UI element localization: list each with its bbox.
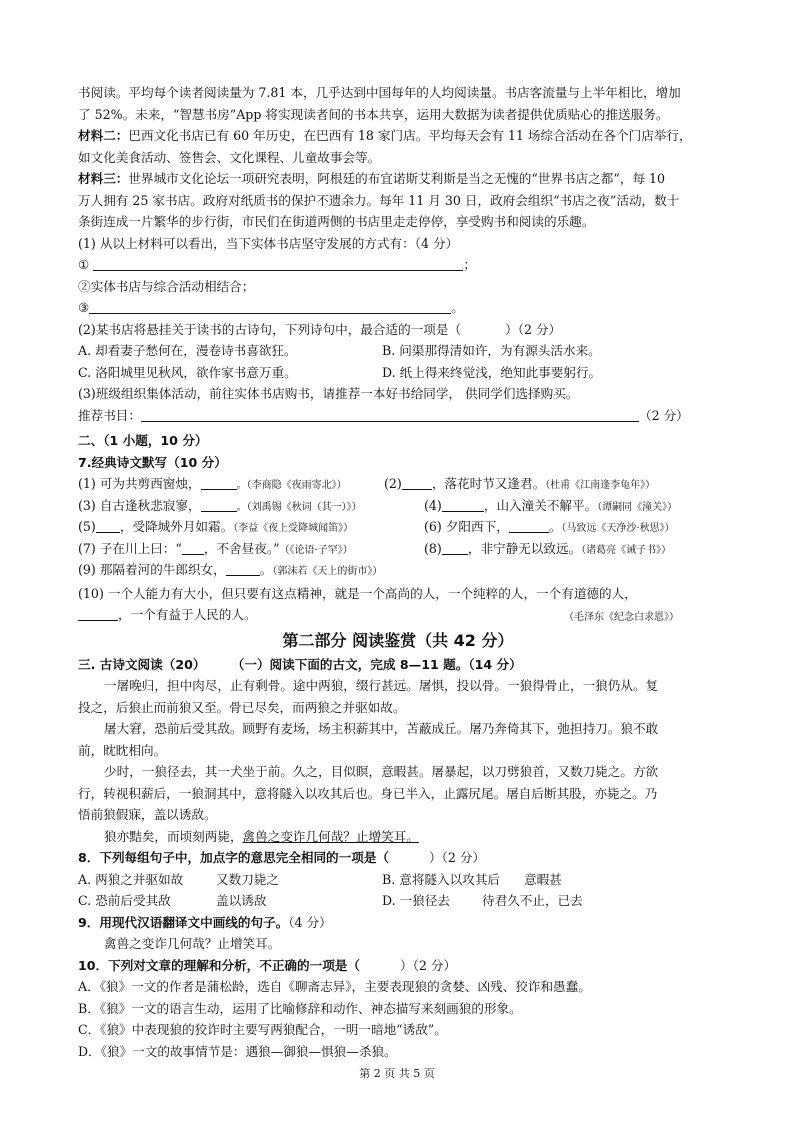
q1-answer-2: ②实体书店与综合活动相结合； (78, 278, 255, 294)
passage-line-5: 少时，一狼径去，其一犬坐于前。久之，目似瞑，意暇甚。屠暴起，以刀劈狼首，又数刀毙之。方欲 (104, 764, 659, 779)
part-2-title: 第二部分 阅读鉴赏（共 42 分） (282, 630, 514, 650)
q7-blank-3[interactable] (201, 497, 237, 512)
intro-line-2: 了 52%。未来，“智慧书房”App 将实现读者间的书本共享，运用大数据为读者提供优质贴心的推送服务。 (78, 106, 669, 122)
q7-item-2 (384, 473, 655, 497)
q7-blank-4[interactable] (442, 497, 484, 512)
q8-option-b-1: B. 意将隧入以攻其后 (382, 871, 501, 887)
q2-score: ）（2 分） (505, 321, 562, 337)
q1-answer-3-blank[interactable] (89, 299, 451, 314)
q1-a3-end: 。 (451, 300, 464, 315)
q8-option-a-1: A. 两狼之并驱如故 (78, 871, 184, 887)
q7-item-6-end: 。 (548, 519, 562, 534)
q3-score: （2 分） (638, 407, 689, 423)
q7-item-10: (10) 一个人能力有大小，但只要有这点精神，就是一个高尚的人，一个纯粹的人，一个有道德的人， (78, 585, 637, 601)
q2-stem-text: (2)某书店将悬挂关于读书的古诗句，下列诗句中，最合适的一项是（ (78, 321, 462, 337)
material-2-cont: 如文化美食活动、签售会、文化课程、儿童故事会等。 (78, 149, 381, 165)
q7-item-8-text: ，非宁静无以致远。 (467, 540, 582, 556)
q3-answer-blank[interactable] (141, 407, 639, 422)
material-3-text: 世界城市文化论坛一项研究表明，阿根廷的布宜诺斯艾利斯是当之无愧的“世界书店之都”，每 10 (128, 171, 666, 186)
q7-item-10-source: （毛泽东《纪念白求恩》） (564, 612, 679, 623)
q7-item-9-end: 。 (259, 562, 273, 577)
q7-row-1 (78, 473, 718, 495)
q10-option-a: A．《狼》一文的作者是蒲松龄，选自《聊斋志异》，主要表现狼的贪婪、凶残、狡诈和愚蠢。 (78, 979, 591, 994)
q7-item-8-num: (8) (424, 540, 442, 556)
q10-stem (78, 955, 718, 977)
q1-answer-1-blank[interactable] (93, 256, 463, 271)
q9-score: （4 分） (288, 914, 332, 930)
q2-options-ab (78, 340, 718, 362)
q7-item-7-source: （《论语·子罕》） (279, 544, 353, 556)
material-3-label: 材料三： (78, 171, 129, 186)
q2-option-d: D. 纸上得来终觉浅，绝知此事要躬行。 (382, 364, 602, 380)
q7-item-4-text: ，山入潼关不解平。 (483, 497, 598, 513)
material-3 (78, 168, 718, 190)
q2-option-a: A. 却看妻子愁何在，漫卷诗书喜欲狂。 (78, 343, 297, 358)
q8-option-c-2: 盖以诱敌 (216, 893, 267, 908)
q3-stem: (3)班级组织集体活动，前往实体书店购书，请推荐一本好书给同学， 供同学们选择购买。 (78, 386, 579, 401)
q7-item-2-num: (2) (384, 476, 402, 491)
exam-page (78, 82, 718, 1062)
passage-last-text: 狼亦黠矣，而顷刻两毙， (104, 828, 243, 844)
q7-item-1-text: (1) 可为共剪西窗烛， (78, 476, 201, 491)
q9-sentence: 禽兽之变诈几何哉？止增笑耳。 (104, 936, 281, 951)
q7-item-7-text-2: ，不舍昼夜。” (203, 540, 280, 556)
q1-answer-1 (78, 254, 718, 276)
section-2-heading: 二、（1 小题，10 分） (78, 433, 208, 448)
q10-stem-text: 10．下列对文章的理解和分析，不正确的一项是（ (78, 957, 360, 973)
q7-item-9-text: (9) 那隔着河的牛郎织女， (78, 562, 226, 577)
q7-blank-2[interactable] (402, 475, 432, 490)
q7-item-8-source: （诸葛亮《诫子书》） (581, 544, 672, 556)
q7-blank-7[interactable] (182, 540, 204, 555)
passage-line-6: 行，转视积薪后，一狼洞其中，意将隧入以攻其后也。身已半入，止露尻尾。屠自后断其股，亦毙之。乃 (78, 785, 658, 801)
passage-line-3: 屠大窘，恐前后受其敌。顾野有麦场，场主积薪其中，苫蔽成丘。屠乃奔倚其下，弛担持刀。狼不敢 (104, 721, 659, 736)
q8-option-b-2: 意暇甚 (524, 871, 562, 887)
q7-item-7-text: (7) 子在川上曰：“ (78, 540, 182, 556)
q10-score: ）（2 分） (400, 957, 457, 973)
q8-option-d-2: 待君久不止，已去 (482, 893, 583, 908)
q7-blank-8[interactable] (442, 540, 468, 555)
q7-blank-6[interactable] (509, 518, 549, 533)
q7-item-8 (424, 538, 671, 562)
page-footer: 第 2 页 共 5 页 (359, 1067, 435, 1080)
q10-option-c: C．《狼》中表现狼的狡诈时主要写两狼配合，一明一暗地“诱敌”。 (78, 1022, 447, 1037)
q8-option-d-1: D. 一狼径去 (382, 893, 451, 908)
q7-item-9 (78, 559, 718, 583)
q10-option-d: D．《狼》一文的故事情节是：遇狼—御狼—惧狼—杀狼。 (78, 1043, 397, 1059)
q8-options-cd (78, 890, 718, 912)
q10-option-b: B．《狼》一文的语言生动，运用了比喻修辞和动作、神态描写来刻画狼的形象。 (78, 1000, 522, 1016)
q7-blank-10[interactable] (78, 606, 118, 621)
q3-label: 推荐书目： (78, 407, 141, 423)
q2-stem (78, 319, 718, 341)
q7-item-2-source: （杜甫《江南逢李龟年》） (545, 480, 656, 491)
q8-option-a-2: 又数刀毙之 (216, 871, 279, 887)
q7-item-7 (78, 538, 353, 562)
q8-option-c-1: C. 恐前后受其敌 (78, 893, 171, 908)
section-3-label: 三. 古诗文阅读（20） (78, 656, 206, 672)
q7-item-6 (424, 516, 675, 540)
q1-answer-3 (78, 297, 718, 319)
material-2-label: 材料二： (78, 128, 129, 143)
q8-options-ab (78, 869, 718, 891)
q7-row-2 (78, 495, 718, 517)
q1-a3-num: ③ (78, 300, 90, 315)
q9-stem-text: 9．用现代汉语翻译文中画线的句子。 (78, 914, 289, 930)
q7-item-4-num: (4) (424, 497, 442, 513)
material-3-cont-1: 万人拥有 25 家书店。政府对纸质书的保护不遗余力。每年 11 月 30 日，政府会组织“书店之夜”活动，数十 (78, 192, 680, 208)
q1-a1-end: ； (463, 257, 476, 272)
q7-item-6-text: (6) 夕阳西下， (424, 519, 509, 534)
q7-item-2-text: ，落花时节又逢君。 (431, 476, 546, 491)
q7-blank-1[interactable] (201, 475, 237, 490)
q9-stem (78, 912, 718, 934)
q1-a1-num: ① (78, 257, 90, 272)
intro-line-1: 书阅读。平均每个读者阅读量为 7.81 本，几乎达到中国每年的人均阅读量。书店客流量与上半年相比，增加 (78, 85, 681, 100)
q7-title: 7.经典诗文默写（10 分） (78, 454, 227, 470)
q1-stem: (1) 从以上材料可以看出，当下实体书店坚守发展的方式有：（4 分） (78, 235, 459, 251)
q3-answer (78, 405, 718, 427)
q7-item-5 (78, 516, 353, 540)
passage-underlined-sentence: 禽兽之变诈几何哉？止增笑耳。 (242, 828, 419, 844)
q7-item-9-source: （郭沫若《天上的街市》） (272, 566, 383, 577)
q7-row-4 (78, 538, 718, 560)
q7-item-5-source: （李益《夜上受降城闻笛》） (233, 523, 354, 534)
q2-option-c: C. 洛阳城里见秋风，欲作家书意万重。 (78, 364, 297, 380)
q8-score: ）（2 分） (429, 850, 486, 865)
q7-item-4 (424, 495, 677, 519)
q7-item-1-source: 。（李商隐《夜雨寄北》） (236, 480, 347, 491)
q7-item-3 (78, 495, 362, 519)
q7-item-3-text: (3) 自古逢秋悲寂寥， (78, 497, 201, 513)
passage-line-1: 一屠晚归，担中肉尽，止有剩骨。途中两狼，缀行甚远。屠惧，投以骨。一狼得骨止，一狼仍从。复 (104, 678, 659, 693)
passage-line-8 (78, 826, 718, 848)
q7-item-10-text: ，一个有益于人民的人。 (118, 607, 257, 622)
q7-blank-9[interactable] (226, 561, 260, 576)
passage-line-4: 前，眈眈相向。 (78, 742, 167, 758)
material-3-cont-2: 条街连成一片繁华的步行街，市民们在街道两侧的书店里走走停停，享受购书和阅读的乐趣。 (78, 214, 595, 229)
q7-item-3-source: 。（刘禹锡《秋词（其一）》） (236, 501, 362, 513)
q7-item-5-text: ，受降城外月如霜。 (119, 519, 234, 534)
q8-stem (78, 847, 718, 869)
q7-item-10-cont (78, 604, 718, 626)
q7-item-4-source: （谭嗣同《潼关》） (597, 501, 678, 513)
passage-line-7: 悟前狼假寐，盖以诱敌。 (78, 807, 217, 822)
q7-blank-5[interactable] (96, 518, 120, 533)
q7-item-1 (78, 473, 347, 497)
q7-item-10-line (78, 604, 257, 626)
q8-stem-text: 8．下列每组句子中，加点字的意思完全相同的一项是（ (78, 850, 390, 865)
material-2-text: 巴西文化书店已有 60 年历史，在巴西有 18 家门店。平均每天会有 11 场综合活动在各个门店举行， (128, 128, 692, 143)
q2-option-b: B. 问渠那得清如许，为有源头活水来。 (382, 343, 601, 358)
q7-item-5-num: (5) (78, 519, 96, 534)
section-3-heading (78, 654, 718, 676)
q7-row-3 (78, 516, 718, 538)
q2-options-cd (78, 362, 718, 384)
q7-item-6-source: （马致远《天净沙·秋思》） (561, 523, 675, 534)
section-3-sub: （一）阅读下面的古文，完成 8—11 题。（14 分） (231, 656, 522, 672)
passage-line-2: 投之，后狼止而前狼又至。骨已尽矣，而两狼之并驱如故。 (78, 699, 406, 715)
material-2 (78, 125, 718, 147)
